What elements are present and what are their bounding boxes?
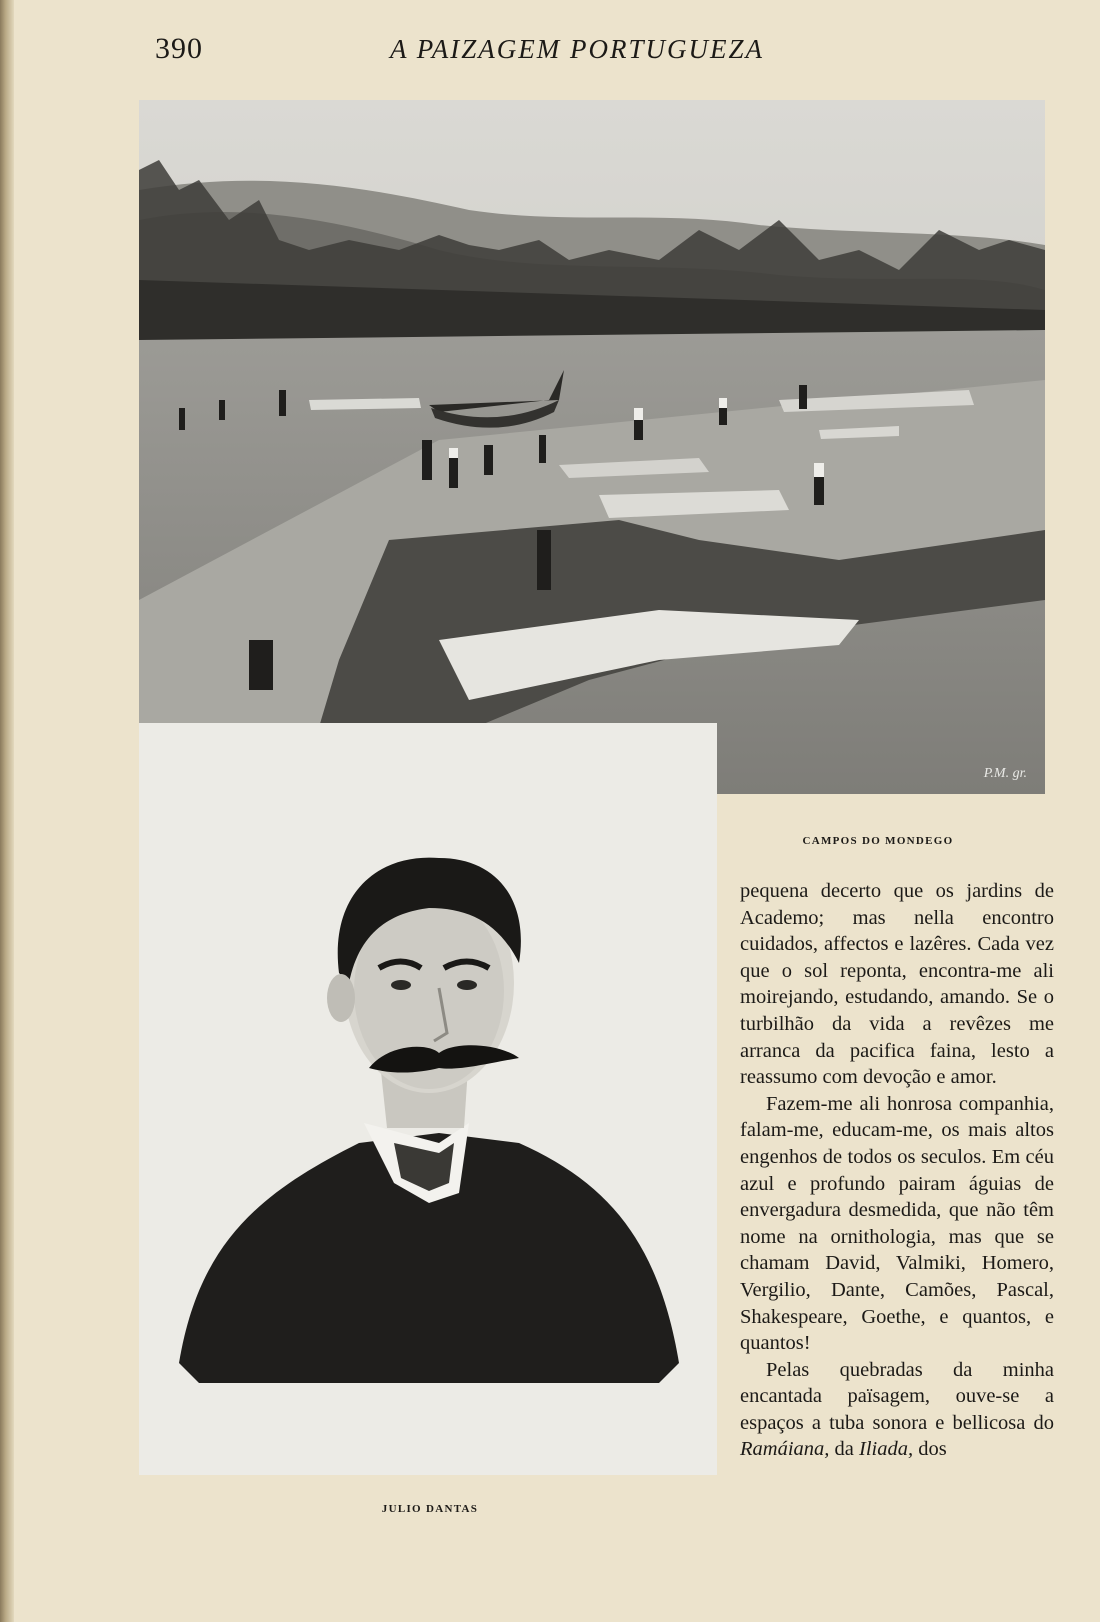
article-text <box>740 878 1054 1463</box>
portrait-caption: JULIO DANTAS <box>381 1503 479 1515</box>
landscape-photo <box>139 100 1045 794</box>
portrait-photo-icon <box>139 723 717 1475</box>
paragraph-tail: dos <box>913 1438 947 1461</box>
paragraph: pequena decerto que os jardins de Academo; mas nella encontro cuidados, affectos e lazêres. Cada vez que o sol reponta, encontra-me ali moirejando, estudando, amando. Se o turbilhão da vida a revêzes me arranca da pacifica faina, lesto a reassumo com devoção e amor. <box>740 880 1054 1089</box>
paragraph <box>740 1357 1054 1463</box>
paragraph-middle: da <box>829 1438 860 1461</box>
work-title: Iliada, <box>859 1438 914 1461</box>
paragraph-lead: Pelas quebradas da minha encantada païsagem, ouve-se a espaços a tuba sonora e bellicosa do <box>740 1358 1054 1434</box>
portrait-photo <box>139 723 717 1475</box>
engraver-mark: P.M. gr. <box>983 766 1027 781</box>
river-landscape-photo-icon <box>139 100 1045 794</box>
work-title: Ramáiana, <box>740 1438 830 1461</box>
landscape-caption: CAMPOS DO MONDEGO <box>802 835 954 847</box>
page-number: 390 <box>155 32 203 65</box>
paragraph: Fazem-me ali honrosa companhia, falam-me, educam-me, os mais altos engenhos de todos os seculos. Em céu azul e profundo pairam águias de envergadura desmedida, que não têm nome na ornithologia, mas que se chamam David, Valmiki, Homero, Vergilio, Dante, Camões, Pascal, Shakespeare, Goethe, e quantos, e quantos! <box>740 1092 1054 1355</box>
page-binding-edge <box>0 0 14 1622</box>
running-title: A PAIZAGEM PORTUGUEZA <box>390 34 764 64</box>
